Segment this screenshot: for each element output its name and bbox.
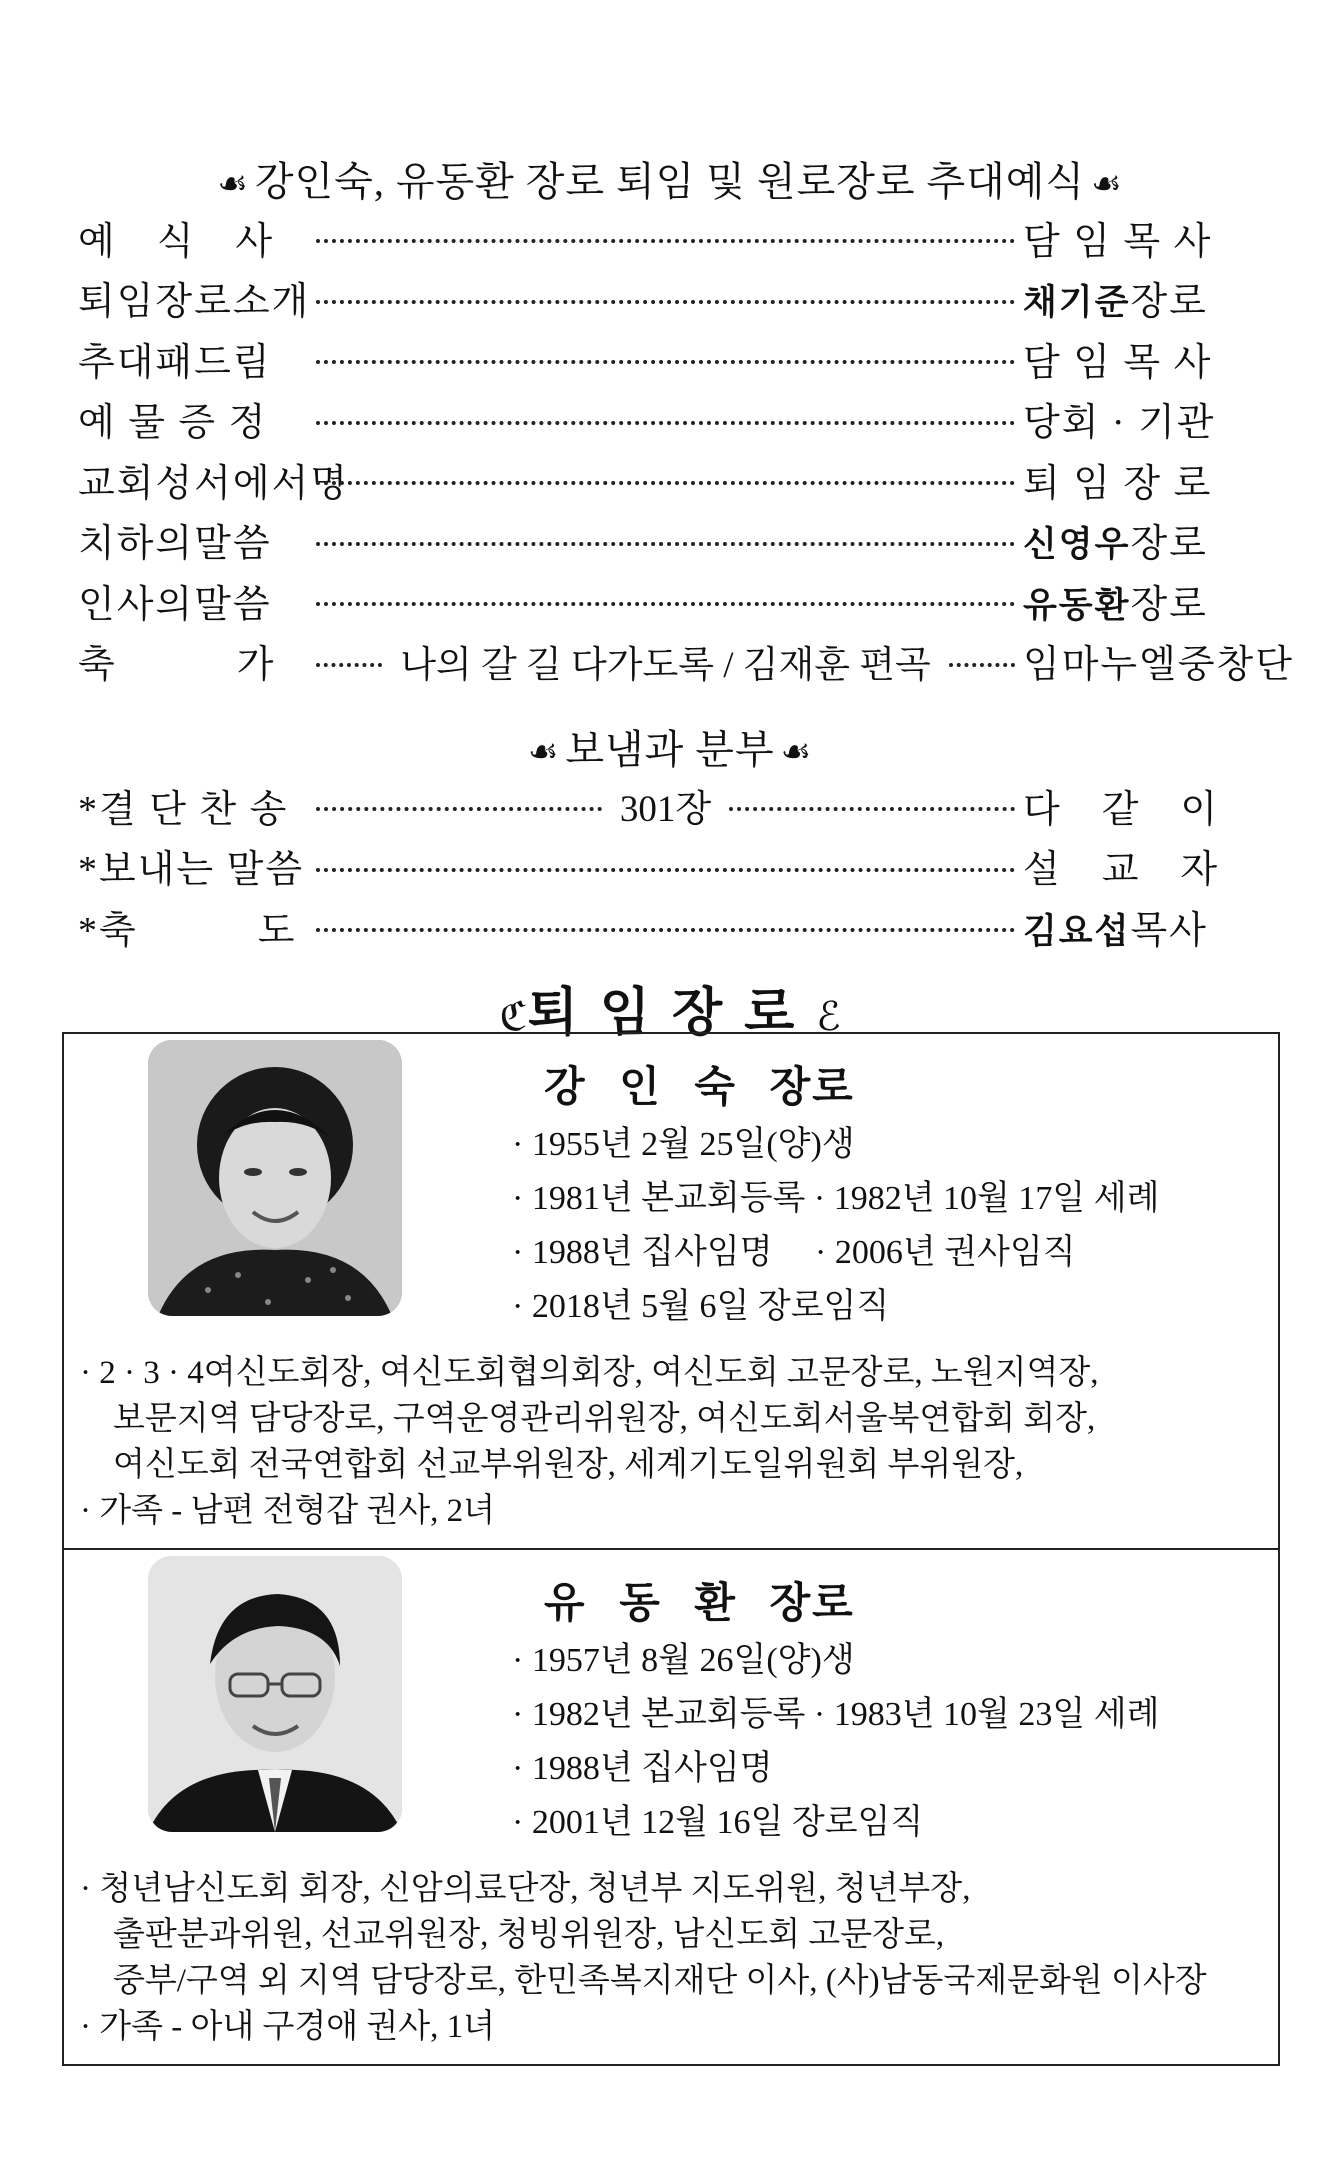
elder-name: 유 동 환 장로 [544, 1578, 855, 1627]
person-name: 신영우 [1023, 525, 1131, 565]
order-label: 추대패드림 [78, 341, 272, 384]
elder-fact: · 1988년 집사임명 [512, 1750, 773, 1787]
order-row [78, 329, 1278, 387]
elder-fact: · 1982년 본교회등록 · 1983년 10월 23일 세례 [512, 1696, 1160, 1733]
leader-dots [316, 481, 1015, 485]
ornament-right-icon: ☙ [1091, 166, 1123, 203]
elder-photo [148, 1556, 402, 1832]
order-row [78, 571, 1278, 629]
ornament-left-icon: ☙ [217, 166, 249, 203]
person-title: 장로 [1130, 281, 1208, 323]
order-person: 다 같 이 [1023, 788, 1220, 831]
order-row [78, 837, 1278, 895]
leader-dots [316, 360, 1015, 364]
order-label: *보내는 말씀 [78, 849, 305, 891]
order-label: 예 식 사 [78, 220, 275, 263]
person-title: 장로 [1130, 583, 1208, 626]
order-row [78, 450, 1278, 508]
elder-description: · 2 · 3 · 4여신도회장, 여신도회협의회장, 여신도회 고문장로, 노원지역장, 보문지역 담당장로, 구역운영관리위원장, 여신도회서울북연합회 회장, 여신도회 전국연합회 선교부위원장, 세계기도일위원회 부위원장, · 가족 - 남편 전형갑 권사, 2녀 [80, 1355, 1099, 1529]
leader-dots [316, 300, 1015, 304]
order-person [1023, 270, 1278, 325]
elder-fact: · 1955년 2월 25일(양)생 [512, 1126, 855, 1163]
ornament-left-icon: ℭ [499, 994, 528, 1040]
leader-dots [316, 542, 1015, 546]
order-row [78, 390, 1278, 448]
order-row [78, 208, 1278, 266]
order-row [78, 511, 1278, 569]
order-label: 예 물 증 정 [78, 402, 268, 444]
leader-dots [729, 807, 1015, 811]
elder-name: 강 인 숙 장로 [544, 1062, 855, 1111]
person-name: 김요섭 [1023, 911, 1131, 952]
leader-dots [316, 663, 382, 667]
leader-dots [316, 928, 1015, 932]
order-person: 설 교 자 [1023, 849, 1220, 891]
portrait-man-icon [148, 1556, 402, 1832]
elder-fact: · 1988년 집사임명 · 2006년 권사임직 [512, 1234, 1076, 1271]
ornament-left-icon: ☙ [527, 734, 560, 771]
order-label: 축 가 [78, 644, 276, 686]
order-detail: 301장 [619, 789, 712, 830]
leader-dots [316, 602, 1015, 606]
ornament-right-icon: ☙ [780, 734, 813, 771]
elder-fact: · 1957년 8월 26일(양)생 [512, 1642, 855, 1679]
person-title: 목사 [1130, 909, 1208, 952]
farewell-title: ☙ 보냄과 분부 ☙ [527, 727, 813, 772]
elder-card [62, 1032, 1280, 1550]
order-person [1023, 512, 1278, 567]
elder-description: · 청년남신도회 회장, 신암의료단장, 청년부 지도위원, 청년부장, 출판분과위원, 선교위원장, 청빙위원장, 남신도회 고문장로, 중부/구역 외 지역 담당장로, 한민족복지재단 이사, (사)남동국제문화원 이사장 · 가족 - 아내 구경애 권사, 1녀 [80, 1871, 1207, 2045]
ornament-right-icon: ℰ [816, 994, 841, 1040]
ceremony-title: ☙ 강인숙, 유동환 장로 퇴임 및 원로장로 추대예식 ☙ [217, 159, 1123, 204]
order-person: 임마누엘중창단 [1023, 644, 1294, 686]
order-label: 퇴임장로소개 [78, 281, 311, 323]
portrait-woman-icon [148, 1040, 402, 1316]
leader-dots [949, 663, 1015, 667]
retiring-elders-title: ℭ퇴임장로ℰ [499, 983, 841, 1043]
order-row [78, 632, 1294, 690]
order-person: 당회 · 기관 [1023, 402, 1216, 444]
person-name: 채기준 [1023, 283, 1131, 323]
order-row [78, 897, 1278, 955]
order-person [1023, 573, 1278, 628]
elder-fact: · 1981년 본교회등록 · 1982년 10월 17일 세례 [512, 1180, 1160, 1217]
person-title: 장로 [1130, 523, 1208, 565]
leader-dots [316, 239, 1015, 243]
leader-dots [316, 868, 1015, 872]
elder-fact: · 2001년 12월 16일 장로임직 [512, 1804, 924, 1841]
order-label: 교회성서에서명 [78, 462, 349, 505]
order-label: 치하의말씀 [78, 523, 272, 565]
order-row [78, 776, 1278, 834]
leader-dots [316, 421, 1015, 425]
elder-photo [148, 1040, 402, 1316]
order-label: *축 도 [78, 909, 297, 952]
order-person [1023, 899, 1278, 954]
order-person: 퇴 임 장 로 [1023, 462, 1213, 505]
elder-fact: · 2018년 5월 6일 장로임직 [512, 1288, 890, 1325]
order-label: *결 단 찬 송 [78, 788, 289, 831]
order-person: 담 임 목 사 [1023, 220, 1213, 263]
order-label: 인사의말씀 [78, 583, 272, 626]
order-row [78, 269, 1278, 327]
person-name: 유동환 [1023, 585, 1131, 626]
leader-dots [316, 807, 602, 811]
elder-card [62, 1548, 1280, 2066]
order-detail: 나의 갈 길 다가도록 / 김재훈 편곡 [400, 644, 931, 686]
order-person: 담 임 목 사 [1023, 341, 1213, 384]
